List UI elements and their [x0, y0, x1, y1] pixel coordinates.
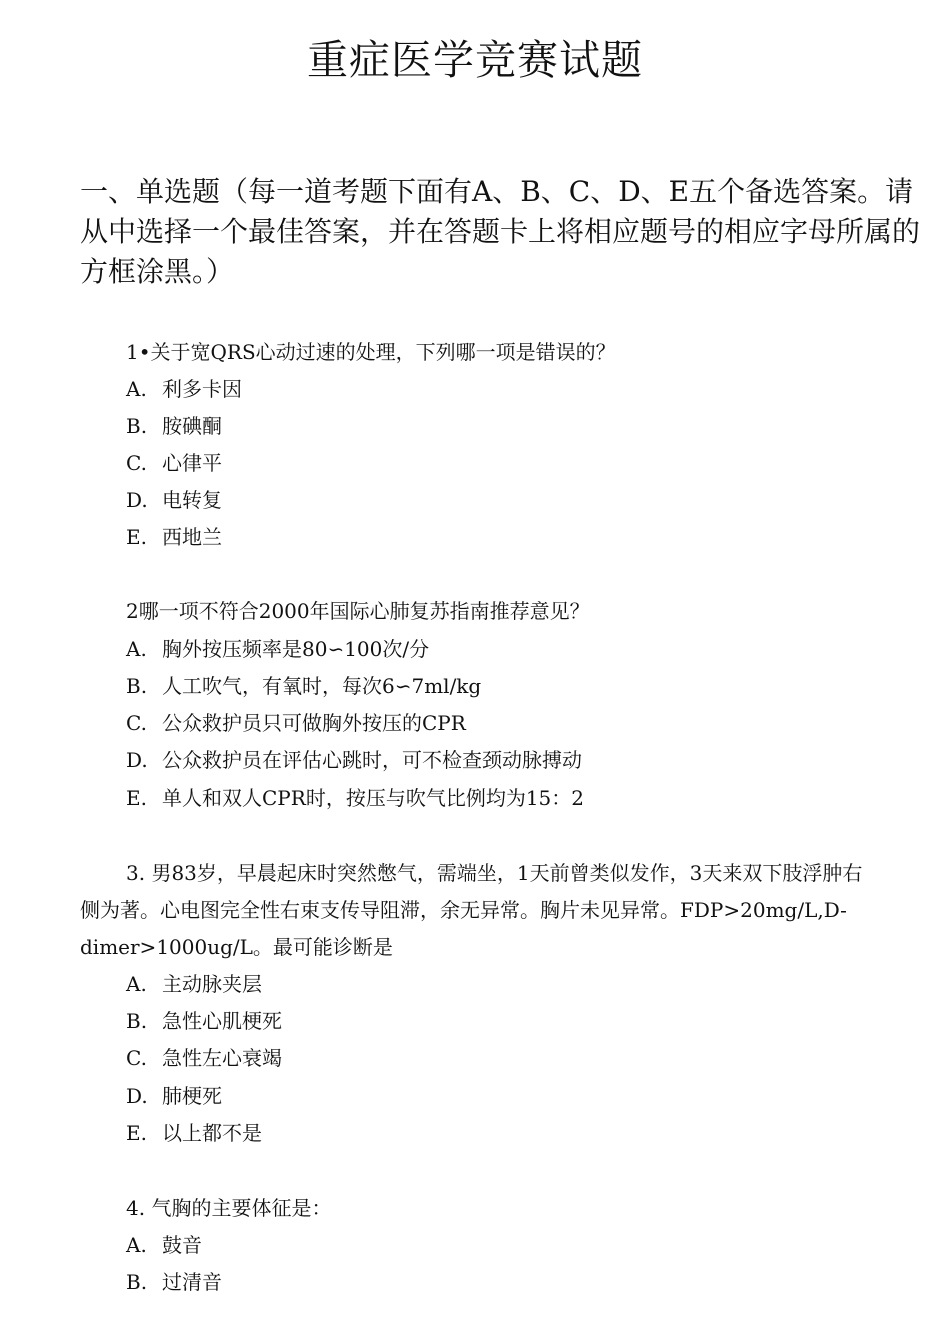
option-text: 心律平	[162, 451, 222, 475]
option-letter: D.	[126, 748, 148, 772]
option-letter: C.	[126, 451, 147, 475]
question-3-option-c	[126, 1040, 282, 1077]
option-text: 人工吹气，有氧时，每次6∽7ml/kg	[162, 674, 482, 698]
option-text: 鼓音	[162, 1233, 202, 1257]
question-1-option-a	[126, 371, 242, 408]
section-heading-single-choice: 一、单选题（每一道考题下面有A、B、C、D、E五个备选答案。请从中选择一个最佳答案，并在答题卡上将相应题号的相应字母所属的方框涂黑。）	[80, 175, 921, 288]
option-letter: B.	[126, 1009, 148, 1033]
option-letter: A.	[126, 377, 147, 401]
option-letter: E.	[126, 1121, 147, 1145]
option-letter: E.	[126, 786, 147, 810]
option-text: 过清音	[162, 1270, 222, 1294]
option-letter: A.	[126, 1233, 147, 1257]
option-text: 公众救护员只可做胸外按压的CPR	[162, 711, 466, 735]
question-4-stem: 4. 气胸的主要体征是：	[126, 1196, 332, 1220]
question-1-option-e	[126, 519, 222, 556]
question-2-option-c	[126, 705, 466, 742]
option-text: 公众救护员在评估心跳时，可不检查颈动脉搏动	[162, 748, 582, 772]
option-text: 利多卡因	[162, 377, 242, 401]
document-title: 重症医学竞赛试题	[307, 36, 643, 84]
option-letter: D.	[126, 1084, 148, 1108]
question-1-option-b	[126, 408, 222, 445]
option-text: 主动脉夹层	[162, 972, 262, 996]
option-text: 单人和双人CPR时，按压与吹气比例均为15：2	[162, 786, 584, 810]
option-letter: B.	[126, 414, 148, 438]
option-text: 急性左心衰竭	[162, 1046, 282, 1070]
question-1-option-d	[126, 482, 222, 519]
option-letter: A.	[126, 972, 147, 996]
option-text: 胸外按压频率是80∽100次/分	[162, 637, 430, 661]
option-text: 以上都不是	[162, 1121, 262, 1145]
question-3-option-b	[126, 1003, 282, 1040]
question-2-option-d	[126, 742, 582, 779]
option-text: 肺梗死	[162, 1084, 222, 1108]
question-1-option-c	[126, 445, 222, 482]
question-2-option-b	[126, 668, 481, 705]
option-letter: C.	[126, 711, 147, 735]
option-letter: C.	[126, 1046, 147, 1070]
question-4-option-b	[126, 1264, 222, 1301]
question-2-stem: 2哪一项不符合2000年国际心肺复苏指南推荐意见？	[126, 599, 590, 623]
question-3-option-a	[126, 966, 262, 1003]
option-letter: B.	[126, 1270, 148, 1294]
option-letter: A.	[126, 637, 147, 661]
question-2-option-e	[126, 780, 584, 817]
question-3-stem: 3. 男83岁，早晨起床时突然憋气，需端坐，1天前曾类似发作，3天来双下肢浮肿右侧为著。心电图完全性右束支传导阻滞，余无异常。胸片未见异常。FDP>20mg/L,D-dimer>1000ug/L。最可能诊断是	[80, 861, 863, 959]
question-3-option-d	[126, 1078, 222, 1115]
question-4-option-a	[126, 1227, 202, 1264]
option-letter: E.	[126, 525, 147, 549]
option-letter: B.	[126, 674, 148, 698]
option-text: 胺碘酮	[162, 414, 222, 438]
option-text: 急性心肌梗死	[162, 1009, 282, 1033]
question-2-option-a	[126, 631, 429, 668]
question-3-option-e	[126, 1115, 262, 1152]
option-text: 电转复	[162, 488, 222, 512]
question-1-stem: 1•关于宽QRS心动过速的处理，下列哪一项是错误的？	[126, 340, 616, 364]
option-letter: D.	[126, 488, 148, 512]
option-text: 西地兰	[162, 525, 222, 549]
